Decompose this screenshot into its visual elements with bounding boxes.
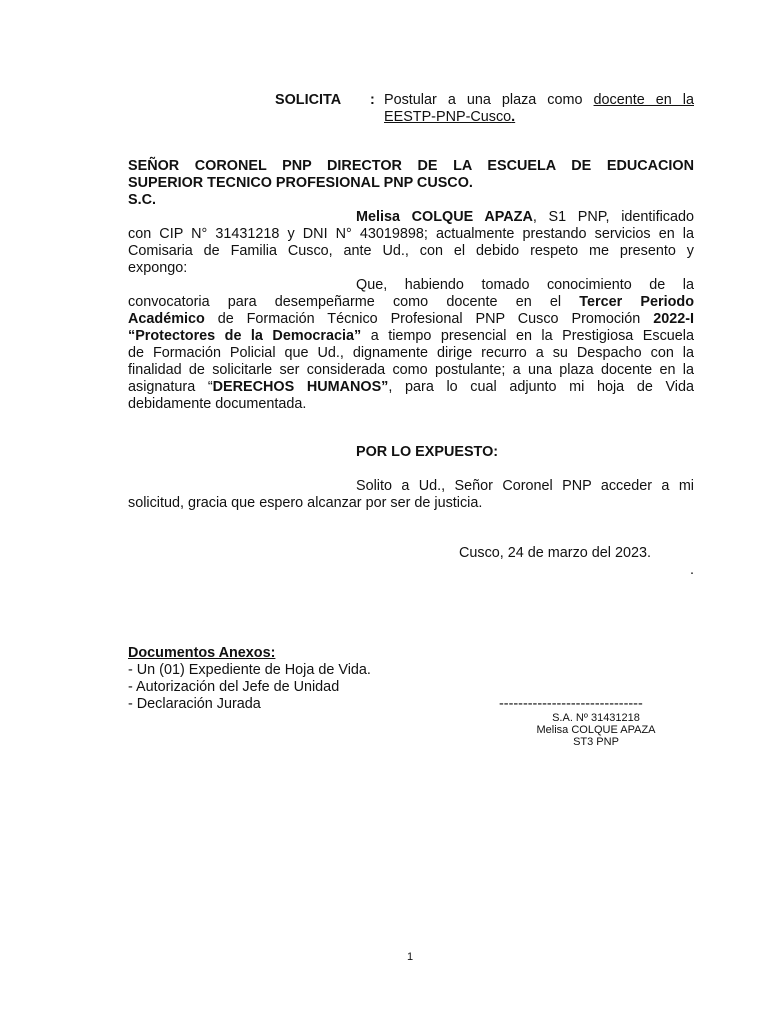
solicita-colon: : [370,92,375,108]
p2-line-2-a: convocatoria para desempeñarme como docente en el [128,294,580,310]
p2-line-1: Que, habiendo tomado conocimiento de la [356,277,694,293]
annex-item: - Declaración Jurada [128,696,261,712]
addressee-line-1: SEÑOR CORONEL PNP DIRECTOR DE LA ESCUELA DE EDUCACION [128,158,694,174]
request-line-2 [384,109,515,126]
annex-item: - Un (01) Expediente de Hoja de Vida. [128,662,371,678]
p1-line-2: con CIP N° 31431218 y DNI N° 43019898; actualmente prestando servicios en la [128,226,694,242]
p2-line-3-b: de Formación Técnico Profesional PNP Cusco Promoción [204,311,654,327]
period-bold: Tercer Periodo [579,294,694,310]
addressee-line-2: SUPERIOR TECNICO PROFESIONAL PNP CUSCO. [128,175,473,191]
request-period: . [511,109,516,125]
stray-dot: . [690,562,694,578]
closing-line-1: Solito a Ud., Señor Coronel PNP acceder a mi [356,478,694,494]
signature-name: Melisa COLQUE APAZA [536,724,656,736]
promotion-name-bold: “Protectores de la Democracia” [128,328,362,344]
solicita-label: SOLICITA [275,92,342,108]
p2-line-7-a: asignatura “ [128,379,213,395]
signature-id: S.A. Nº 31431218 [552,712,640,724]
addressee-sc: S.C. [128,192,156,208]
request-line-1 [384,92,694,109]
annexes-title: Documentos Anexos: [128,645,276,661]
closing-line-2: solicitud, gracia que espero alcanzar por ser de justicia. [128,495,483,511]
subject-bold: DERECHOS HUMANOS” [212,379,389,395]
signature-line: ------------------------------ [499,696,643,712]
p2-line-3 [128,311,694,328]
promotion-bold: 2022-I [653,311,694,327]
academico-bold: Académico [128,311,205,327]
p2-line-4-b: a tiempo presencial en la Prestigiosa Escuela [361,328,694,344]
p2-line-8: debidamente documentada. [128,396,307,412]
p2-line-7-c: , para lo cual adjunto mi hoja de Vida [388,379,695,395]
p2-line-5: de Formación Policial que Ud., dignamente dirige recurro a su Despacho con la [128,345,694,361]
page-number: 1 [406,951,414,963]
annex-item: - Autorización del Jefe de Unidad [128,679,340,695]
por-lo-expuesto-heading: POR LO EXPUESTO: [356,444,499,460]
p1-line-4: expongo: [128,260,188,276]
p2-line-2 [128,294,694,311]
p1-line-1 [356,209,694,226]
p2-line-6: finalidad de solicitarle ser considerada como postulante; a una plaza docente en la [128,362,694,378]
p1-line-1-rest: , S1 PNP, identificado [532,209,694,225]
applicant-name: Melisa COLQUE APAZA [356,209,533,225]
request-underlined: docente en la [593,92,694,108]
p2-line-4 [128,328,694,345]
signature-rank: ST3 PNP [573,736,619,748]
date-line: Cusco, 24 de marzo del 2023. [459,545,651,561]
request-school: EESTP-PNP-Cusco [384,109,512,125]
p2-line-7 [128,379,694,396]
p1-line-3: Comisaria de Familia Cusco, ante Ud., con el debido respeto me presento y [128,243,694,259]
request-prefix: Postular a una plaza como [384,92,594,108]
